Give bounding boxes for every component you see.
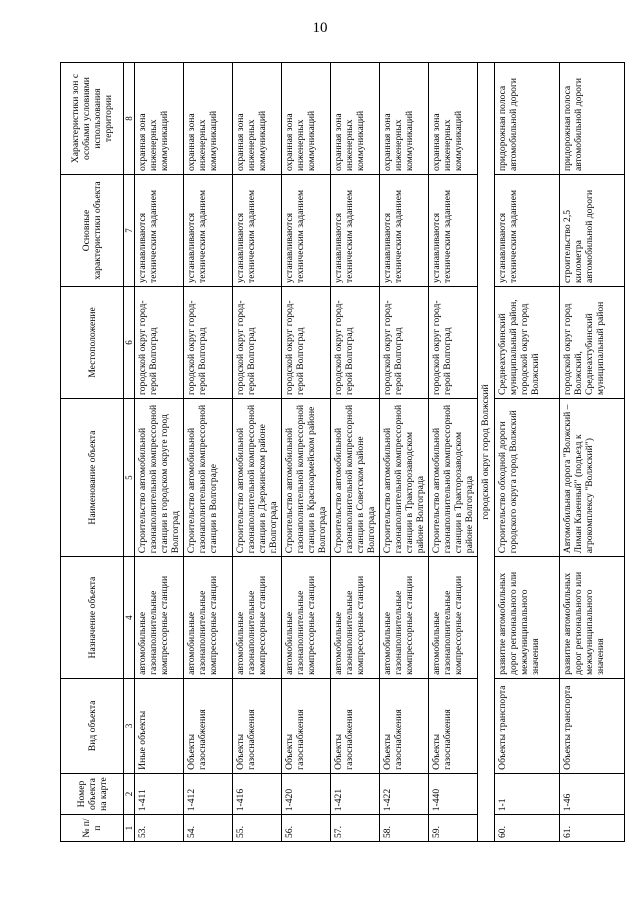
object-characteristics: устанавливаются техническим заданием (282, 175, 331, 287)
object-kind: Объекты газоснабжения (380, 678, 429, 773)
map-number: 1-416 (233, 773, 282, 814)
col-header: Номер объекта на карте (61, 773, 124, 814)
zone-characteristics: охранная зона инженерных коммуникаций (380, 63, 429, 175)
col-number: 5 (124, 398, 135, 556)
col-header: Основные характеристики объекта (61, 175, 124, 287)
col-header: Вид объекта (61, 678, 124, 773)
object-name: Строительство обходной дороги городского округа город Волжский (495, 398, 560, 556)
object-characteristics: устанавливаются техническим заданием (135, 175, 184, 287)
object-name: Строительство автомобильной газонаполнительной компрессорной станции в городском округе город Волгоград (135, 398, 184, 556)
zone-characteristics: охранная зона инженерных коммуникаций (184, 63, 233, 175)
object-characteristics: устанавливаются техническим заданием (331, 175, 380, 287)
col-header: Наименование объекта (61, 398, 124, 556)
row-number: 57. (331, 815, 380, 842)
col-number: 3 (124, 678, 135, 773)
object-location: городской округ город-герой Волгоград (184, 287, 233, 399)
object-location: городской округ город-герой Волгоград (135, 287, 184, 399)
table-row (331, 63, 380, 842)
object-name: Строительство автомобильной газонаполнительной компрессорной станции в Советском районе Волгограда (331, 398, 380, 556)
object-purpose: автомобильные газонаполнительные компрессорные станции (429, 557, 478, 679)
object-purpose: автомобильные газонаполнительные компрессорные станции (184, 557, 233, 679)
col-number: 6 (124, 287, 135, 399)
row-number: 59. (429, 815, 478, 842)
zone-characteristics: охранная зона инженерных коммуникаций (282, 63, 331, 175)
object-name: Строительство автомобильной газонаполнительной компрессорной станции в Дзержинском районе г.Волгограда (233, 398, 282, 556)
object-purpose: автомобильные газонаполнительные компрессорные станции (380, 557, 429, 679)
object-kind: Объекты газоснабжения (282, 678, 331, 773)
object-kind: Объекты газоснабжения (233, 678, 282, 773)
object-location: городской округ город Волжский, Среднеахтубинский муниципальный район (560, 287, 625, 399)
object-characteristics: строительство 2,5 километра автомобильной дороги (560, 175, 625, 287)
object-kind: Объекты газоснабжения (331, 678, 380, 773)
row-number: 56. (282, 815, 331, 842)
map-number: 1-1 (495, 773, 560, 814)
object-name: Автомобильная дорога "Волжский – Лиман Казенный" (подъезд к агрокомплексу "Волжский") (560, 398, 625, 556)
map-number: 1-46 (560, 773, 625, 814)
object-characteristics: устанавливаются техническим заданием (380, 175, 429, 287)
col-number: 8 (124, 63, 135, 175)
object-purpose: развитие автомобильных дорог регионального или межмуниципального значения (495, 557, 560, 679)
section-subheader-row (478, 63, 495, 842)
zone-characteristics: охранная зона инженерных коммуникаций (233, 63, 282, 175)
col-number: 2 (124, 773, 135, 814)
object-kind: Объекты транспорта (560, 678, 625, 773)
col-header: Местоположение (61, 287, 124, 399)
zone-characteristics: охранная зона инженерных коммуникаций (331, 63, 380, 175)
object-characteristics: устанавливаются техническим заданием (184, 175, 233, 287)
object-kind: Иные объекты (135, 678, 184, 773)
object-characteristics: устанавливаются техническим заданием (429, 175, 478, 287)
object-kind: Объекты газоснабжения (429, 678, 478, 773)
table-row (135, 63, 184, 842)
object-location: городской округ город-герой Волгоград (233, 287, 282, 399)
table-row (495, 63, 560, 842)
zone-characteristics: придорожная полоса автомобильной дороги (560, 63, 625, 175)
table-row (429, 63, 478, 842)
object-location: городской округ город-герой Волгоград (429, 287, 478, 399)
col-header: № п/п (61, 815, 124, 842)
object-name: Строительство автомобильной газонаполнительной компрессорной станции в Красноармейском районе Волгограда (282, 398, 331, 556)
col-header: Назначение объекта (61, 557, 124, 679)
object-purpose: развитие автомобильных дорог регионального или межмуниципального значения (560, 557, 625, 679)
objects-table (60, 62, 625, 842)
row-number: 55. (233, 815, 282, 842)
table-row (184, 63, 233, 842)
object-characteristics: устанавливаются техническим заданием (495, 175, 560, 287)
map-number: 1-420 (282, 773, 331, 814)
object-name: Строительство автомобильной газонаполнительной компрессорной станции в Тракторозаводском районе Волгограда (380, 398, 429, 556)
row-number: 58. (380, 815, 429, 842)
zone-characteristics: придорожная полоса автомобильной дороги (495, 63, 560, 175)
object-kind: Объекты транспорта (495, 678, 560, 773)
header-row (61, 63, 124, 842)
object-name: Строительство автомобильной газонаполнительной компрессорной станции в Волгограде (184, 398, 233, 556)
map-number: 1-411 (135, 773, 184, 814)
zone-characteristics: охранная зона инженерных коммуникаций (135, 63, 184, 175)
map-number: 1-412 (184, 773, 233, 814)
col-number: 4 (124, 557, 135, 679)
col-number: 1 (124, 815, 135, 842)
object-purpose: автомобильные газонаполнительные компрессорные станции (233, 557, 282, 679)
object-purpose: автомобильные газонаполнительные компрессорные станции (331, 557, 380, 679)
map-number: 1-440 (429, 773, 478, 814)
row-number: 61. (560, 815, 625, 842)
table-row (233, 63, 282, 842)
table-row (560, 63, 625, 842)
col-header: Характеристики зон с особыми условиями использования территории (61, 63, 124, 175)
zone-characteristics: охранная зона инженерных коммуникаций (429, 63, 478, 175)
column-number-row (124, 63, 135, 842)
section-subheader: городской округ город Волжский (478, 63, 495, 842)
object-purpose: автомобильные газонаполнительные компрессорные станции (282, 557, 331, 679)
table-row (380, 63, 429, 842)
object-characteristics: устанавливаются техническим заданием (233, 175, 282, 287)
row-number: 60. (495, 815, 560, 842)
row-number: 54. (184, 815, 233, 842)
map-number: 1-422 (380, 773, 429, 814)
page-number: 10 (312, 20, 328, 36)
object-location: городской округ город-герой Волгоград (380, 287, 429, 399)
rotated-table-container (60, 62, 620, 842)
map-number: 1-421 (331, 773, 380, 814)
object-name: Строительство автомобильной газонаполнительной компрессорной станции в Тракторозаводском районе Волгограда (429, 398, 478, 556)
object-location: городской округ город-герой Волгоград (331, 287, 380, 399)
object-location: Среднеахтубинский муниципальный район, городской округ город Волжский (495, 287, 560, 399)
row-number: 53. (135, 815, 184, 842)
object-location: городской округ город-герой Волгоград (282, 287, 331, 399)
col-number: 7 (124, 175, 135, 287)
table-row (282, 63, 331, 842)
object-kind: Объекты газоснабжения (184, 678, 233, 773)
object-purpose: автомобильные газонаполнительные компрессорные станции (135, 557, 184, 679)
